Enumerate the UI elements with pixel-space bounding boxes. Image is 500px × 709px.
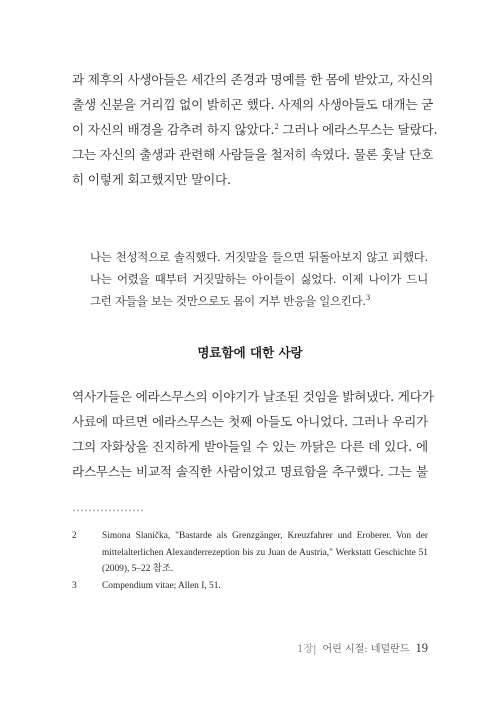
text-segment: 이 자신의 배경을 감추려 하지 않았다.	[72, 122, 275, 137]
text-line: 출생 신분을 거리낌 없이 밝히곤 했다. 사제의 사생아들도 대개는 굳	[72, 97, 434, 112]
footnote-2	[72, 528, 428, 578]
footnote-ref-3[interactable]: 3	[365, 294, 371, 303]
footnote-number: 3	[72, 581, 77, 591]
text-line: 과 제후의 사생아들은 세간의 존경과 명예를 한 몸에 받았고, 자신의	[72, 72, 434, 87]
footnote-3	[72, 578, 428, 595]
footnote-line: (2009), 5–22 참조.	[102, 564, 174, 574]
text-segment: 그런 자들을 보는 것만으로도 몸이 거부 반응을 일으킨다.	[90, 294, 366, 308]
footer-chapter	[297, 640, 316, 655]
footnote-ref-2[interactable]: 2	[274, 122, 279, 131]
footnote-body	[102, 578, 428, 595]
footer-title: 어린 시절: 네덜란드	[322, 644, 410, 655]
text-line: 히 이렇게 회고했지만 말이다.	[72, 172, 231, 187]
footnote-line: Compendium vitae; Allen I, 51.	[102, 581, 221, 591]
running-footer	[297, 640, 428, 656]
text-line	[72, 117, 438, 142]
body-paragraph-1	[72, 67, 438, 192]
body-paragraph-2	[72, 384, 434, 484]
text-line: 라스무스는 비교적 솔직한 사람이었고 명료함을 추구했다. 그는 불	[72, 464, 428, 479]
section-heading: 명료함에 대한 사랑	[197, 345, 303, 360]
text-segment: 그러나 에라스무스는 달랐다.	[278, 122, 438, 137]
quote-line: 나는 천성적으로 솔직했다. 거짓말을 들으면 뒤돌아보지 않고 피했다.	[90, 250, 428, 264]
footnote-line: mittelalterlichen Alexanderrezeption bis zu Juan de Austria," Werkstatt Geschichte 51	[102, 547, 428, 558]
text-line: 그의 자화상을 진지하게 받아들일 수 있는 까닭은 다른 데 있다. 에	[72, 439, 428, 454]
footnote-divider	[72, 509, 144, 512]
block-quote	[90, 246, 428, 312]
text-line: 그는 자신의 출생과 관련해 사람들을 철저히 속였다. 물론 훗날 단호	[72, 147, 434, 162]
quote-line: 나는 어렸을 때부터 거짓말하는 아이들이 싫었다. 이제 나이가 드니	[90, 272, 428, 286]
page-number: 19	[415, 641, 428, 655]
footnote-body	[102, 528, 428, 578]
text-line: 역사가들은 에라스무스의 이야기가 날조된 것임을 밝혀냈다. 게다가	[72, 389, 434, 404]
quote-line	[90, 290, 428, 312]
footnote-number: 2	[72, 531, 77, 541]
footnote-line: Simona Slaníčka, "Bastarde als Grenzgänger, Kreuzfahrer und Eroberer. Von der	[102, 531, 428, 541]
text-line: 사료에 따르면 에라스무스는 첫째 아들도 아니었다. 그러나 우리가	[72, 414, 428, 429]
chapter-label: 1장	[297, 644, 314, 655]
footer-separator: |	[313, 644, 317, 655]
